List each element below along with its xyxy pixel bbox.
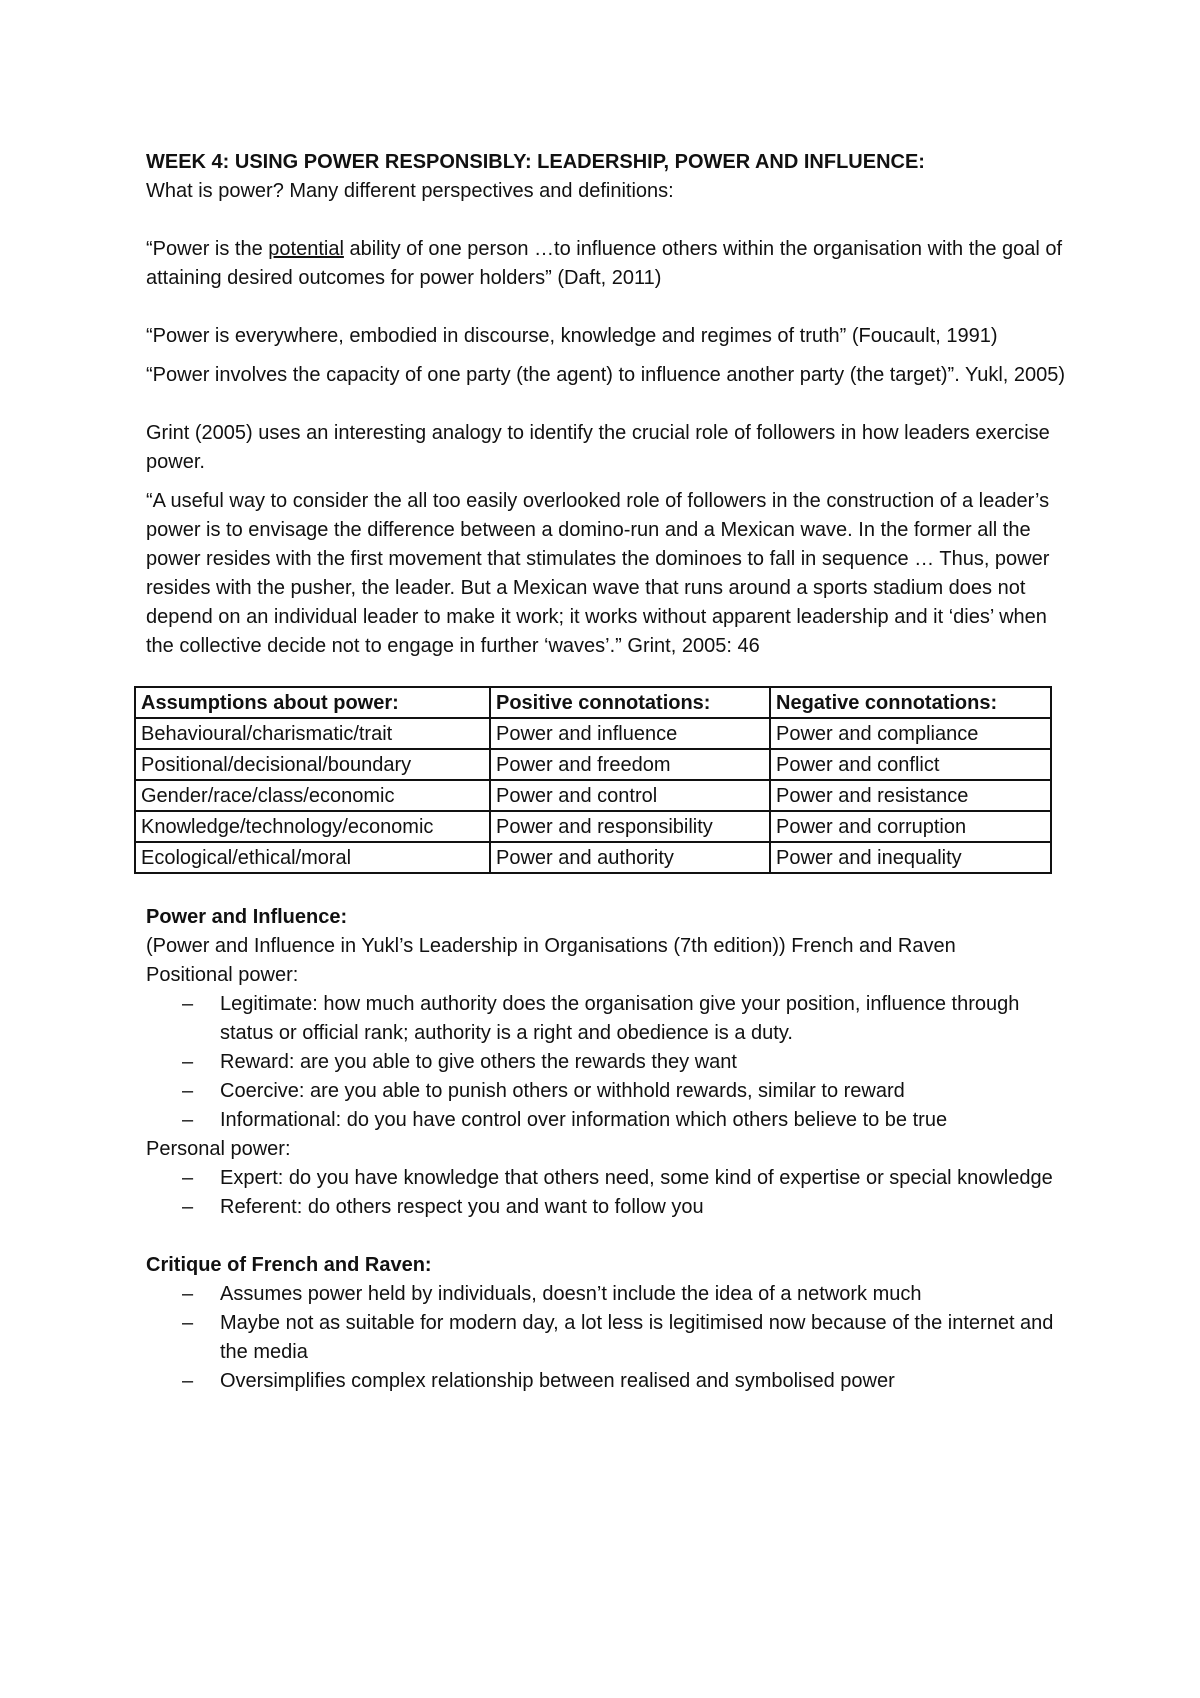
page-title: WEEK 4: USING POWER RESPONSIBLY: LEADERSHIP, POWER AND INFLUENCE: xyxy=(146,151,925,173)
table-cell: Power and conflict xyxy=(770,749,1051,780)
table-cell: Power and influence xyxy=(490,718,770,749)
page-subtitle: What is power? Many different perspectives and definitions: xyxy=(146,180,674,202)
dash-bullet: – xyxy=(182,1312,194,1334)
dash-bullet: – xyxy=(182,1370,194,1392)
table-cell: Behavioural/charismatic/trait xyxy=(135,718,490,749)
table-cell: Positional/decisional/boundary xyxy=(135,749,490,780)
section-heading-influence: Power and Influence: xyxy=(146,906,348,928)
table-row xyxy=(135,842,1051,873)
positional-power-list xyxy=(146,990,1066,1135)
table-cell: Power and compliance xyxy=(770,718,1051,749)
dash-bullet: – xyxy=(182,1196,194,1218)
quote-foucault: “Power is everywhere, embodied in discourse, knowledge and regimes of truth” (Foucault, 1991) xyxy=(146,325,998,347)
table-row xyxy=(135,811,1051,842)
table-cell: Gender/race/class/economic xyxy=(135,780,490,811)
dash-bullet: – xyxy=(182,1109,194,1131)
list-item: – Assumes power held by individuals, doesn’t include the idea of a network much xyxy=(220,1280,1066,1309)
table-cell: Ecological/ethical/moral xyxy=(135,842,490,873)
critique-list xyxy=(146,1280,1066,1396)
dash-bullet: – xyxy=(182,1167,194,1189)
table-cell: Knowledge/technology/economic xyxy=(135,811,490,842)
list-item: – Coercive: are you able to punish others or withhold rewards, similar to reward xyxy=(220,1077,1066,1106)
grint-intro: Grint (2005) uses an interesting analogy to identify the crucial role of followers in how leaders exercise power. xyxy=(146,422,1050,473)
list-item: – Maybe not as suitable for modern day, a lot less is legitimised now because of the internet and the media xyxy=(220,1309,1066,1367)
table-cell: Power and resistance xyxy=(770,780,1051,811)
assumptions-table xyxy=(134,686,1052,874)
table-header-cell: Negative connotations: xyxy=(770,687,1051,718)
personal-power-label: Personal power: xyxy=(146,1138,291,1160)
table-row xyxy=(135,718,1051,749)
table-row xyxy=(135,749,1051,780)
table-cell: Power and inequality xyxy=(770,842,1051,873)
table-row xyxy=(135,780,1051,811)
grint-quote: “A useful way to consider the all too easily overlooked role of followers in the construction of a leader’s power is to envisage the difference between a domino-run and a Mexican wave. In the former all the power resides with the first movement that stimulates the dominoes to fall in sequence … Thus, power resides with the pusher, the leader. But a Mexican wave that runs around a sports stadium does not depend on an individual leader to make it work; it works without apparent leadership and it ‘dies’ when the collective decide not to engage in further ‘waves’.” Grint, 2005: 46 xyxy=(146,490,1050,657)
table-cell: Power and authority xyxy=(490,842,770,873)
table-cell: Power and corruption xyxy=(770,811,1051,842)
document-body xyxy=(141,148,1066,1396)
table-header-cell: Positive connotations: xyxy=(490,687,770,718)
positional-power-label: Positional power: xyxy=(146,964,299,986)
section-heading-critique: Critique of French and Raven: xyxy=(146,1254,432,1276)
dash-bullet: – xyxy=(182,1283,194,1305)
table-header-cell: Assumptions about power: xyxy=(135,687,490,718)
list-item: – Reward: are you able to give others the rewards they want xyxy=(220,1048,1066,1077)
table-cell: Power and control xyxy=(490,780,770,811)
dash-bullet: – xyxy=(182,1051,194,1073)
list-item: – Expert: do you have knowledge that others need, some kind of expertise or special knowledge xyxy=(220,1164,1066,1193)
table-cell: Power and freedom xyxy=(490,749,770,780)
quote-daft: “Power is the potential ability of one person …to influence others within the organisation with the goal of attaining desired outcomes for power holders” (Daft, 2011) xyxy=(146,238,1063,289)
underlined-word: potential xyxy=(268,238,344,260)
influence-source: (Power and Influence in Yukl’s Leadership in Organisations (7th edition)) French and Raven xyxy=(146,935,956,957)
list-item: – Legitimate: how much authority does the organisation give your position, influence through status or official rank; authority is a right and obedience is a duty. xyxy=(220,990,1066,1048)
list-item: – Informational: do you have control over information which others believe to be true xyxy=(220,1106,1066,1135)
personal-power-list xyxy=(146,1164,1066,1222)
list-item: – Oversimplifies complex relationship between realised and symbolised power xyxy=(220,1367,1066,1396)
quote-yukl: “Power involves the capacity of one party (the agent) to influence another party (the target)”. Yukl, 2005) xyxy=(146,364,1066,386)
dash-bullet: – xyxy=(182,1080,194,1102)
table-cell: Power and responsibility xyxy=(490,811,770,842)
list-item: – Referent: do others respect you and want to follow you xyxy=(220,1193,1066,1222)
table-header-row xyxy=(135,687,1051,718)
dash-bullet: – xyxy=(182,993,194,1015)
